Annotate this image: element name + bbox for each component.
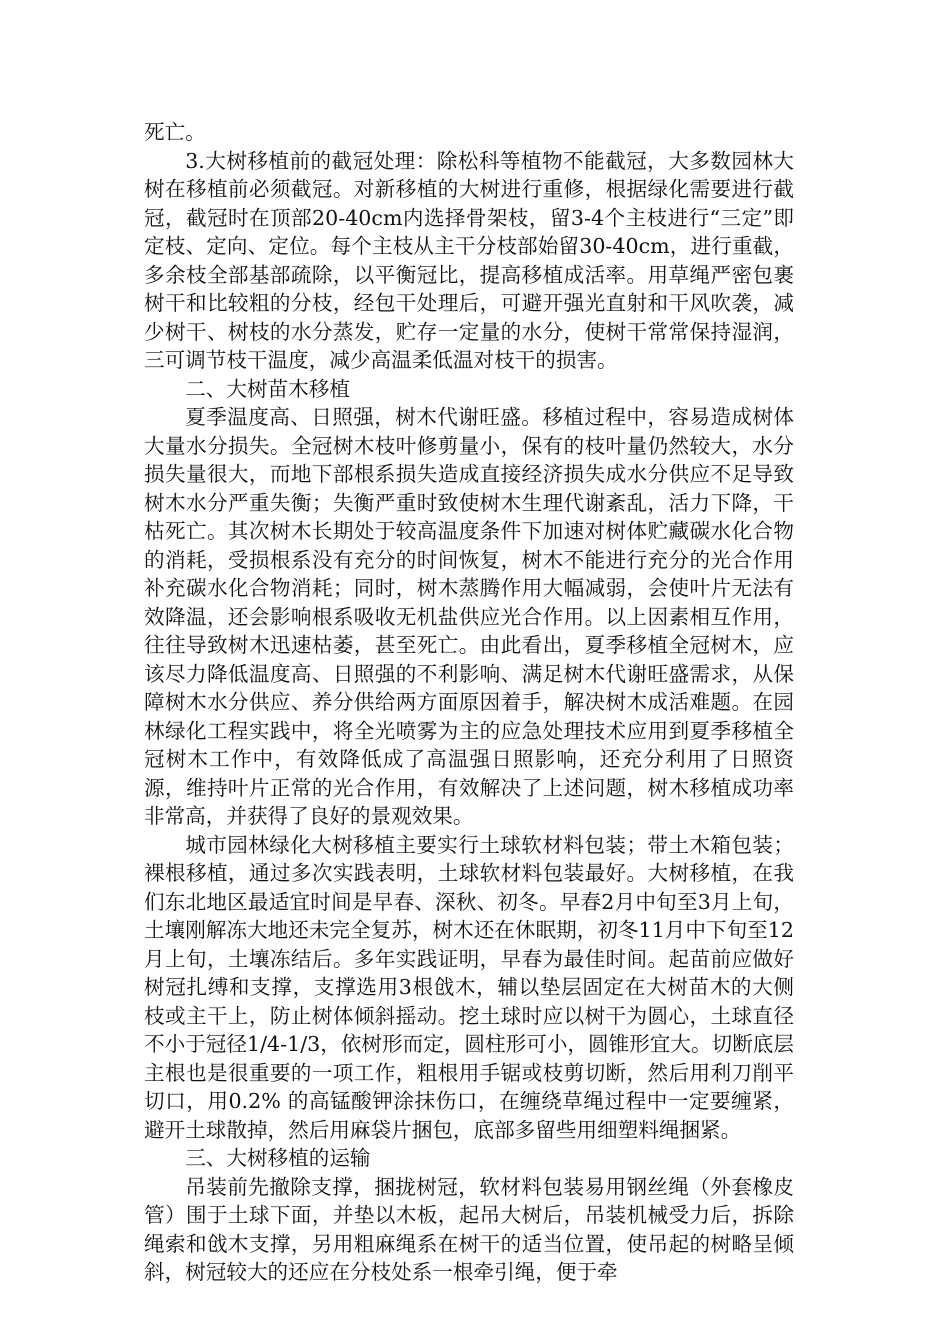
section-heading-transplanting: 二、大树苗木移植	[185, 376, 350, 401]
continuation-text: 死亡。	[144, 120, 206, 144]
section-heading-transport: 三、大树移植的运输	[185, 1146, 371, 1170]
paragraph-urban-transplanting: 城市园林绿化大树移植主要实行土球软材料包装；带土木箱包装；裸根移植，通过多次实践表明，土球软材料包装最好。大树移植，在我们东北地区最适宜时间是早春、深秋、初冬。早春2月中旬至3月上旬，土壤刚解冻大地还未完全复苏，树木还在休眠期，初冬11月中下旬至12月上旬，土壤冻结后。多年实践证明，早春为最佳时间。起苗前应做好树冠扎缚和支撑，支撑选用3根戗木，辅以垫层固定在大树苗木的大侧枝或主干上，防止树体倾斜摇动。挖土球时应以树干为圆心，土球直径不小于冠径1/4-1/3，依树形而定，圆柱形可小，圆锥形宜大。切断底层主根也是很重要的一项工作，粗根用手锯或枝剪切断，然后用利刀削平切口，用0.2% 的高锰酸钾涂抹伤口，在缠绕草绳过程中一定要缠紧，避开土球散掉，然后用麻袋片捆包，底部多留些用细塑料绳捆紧。	[144, 832, 794, 1142]
document-page	[144, 118, 794, 1287]
paragraph-summer-transplanting: 夏季温度高、日照强，树木代谢旺盛。移植过程中，容易造成树体大量水分损失。全冠树木枝叶修剪量小，保有的枝叶量仍然较大，水分损失量很大，而地下部根系损失造成直接经济损失成水分供应不足导致树木水分严重失衡；失衡严重时致使树木生理代谢紊乱，活力下降，干枯死亡。其次树木长期处于较高温度条件下加速对树体贮藏碳水化合物的消耗，受损根系没有充分的时间恢复，树木不能进行充分的光合作用补充碳水化合物消耗；同时，树木蒸腾作用大幅减弱，会使叶片无法有效降温，还会影响根系吸收无机盐供应光合作用。以上因素相互作用，往往导致树木迅速枯萎，甚至死亡。由此看出，夏季移植全冠树木，应该尽力降低温度高、日照强的不利影响、满足树木代谢旺盛需求，从保障树木水分供应、养分供给两方面原因着手，解决树木成活难题。在园林绿化工程实践中，将全光喷雾为主的应急处理技术应用到夏季移植全冠树木工作中，有效降低成了高温强日照影响，还充分利用了日照资源，维持叶片正常的光合作用，有效解决了上述问题，树木移植成功率非常高，并获得了良好的景观效果。	[144, 405, 794, 828]
paragraph-crown-cutting: 3.大树移植前的截冠处理：除松科等植物不能截冠，大多数园林大树在移植前必须截冠。对新移植的大树进行重修，根据绿化需要进行截冠，截冠时在顶部20-40cm内选择骨架枝，留3-4个主枝进行“三定”即定枝、定向、定位。每个主枝从主干分枝部始留30-40cm，进行重截，多余枝全部基部疏除，以平衡冠比，提高移植成活率。用草绳严密包裹树干和比较粗的分枝，经包干处理后，可避开强光直射和干风吹袭，减少树干、树枝的水分蒸发，贮存一定量的水分，使树干常常保持湿润，三可调节枝干温度，减少高温柔低温对枝干的损害。	[144, 148, 794, 372]
paragraph-lifting: 吊装前先撤除支撑，捆拢树冠，软材料包装易用钢丝绳（外套橡皮管）围于土球下面，并垫以木板，起吊大树后，吊装机械受力后，拆除绳索和戗木支撑，另用粗麻绳系在树干的适当位置，使吊起的树略呈倾斜，树冠较大的还应在分枝处系一根牵引绳，便于牵	[144, 1174, 794, 1284]
